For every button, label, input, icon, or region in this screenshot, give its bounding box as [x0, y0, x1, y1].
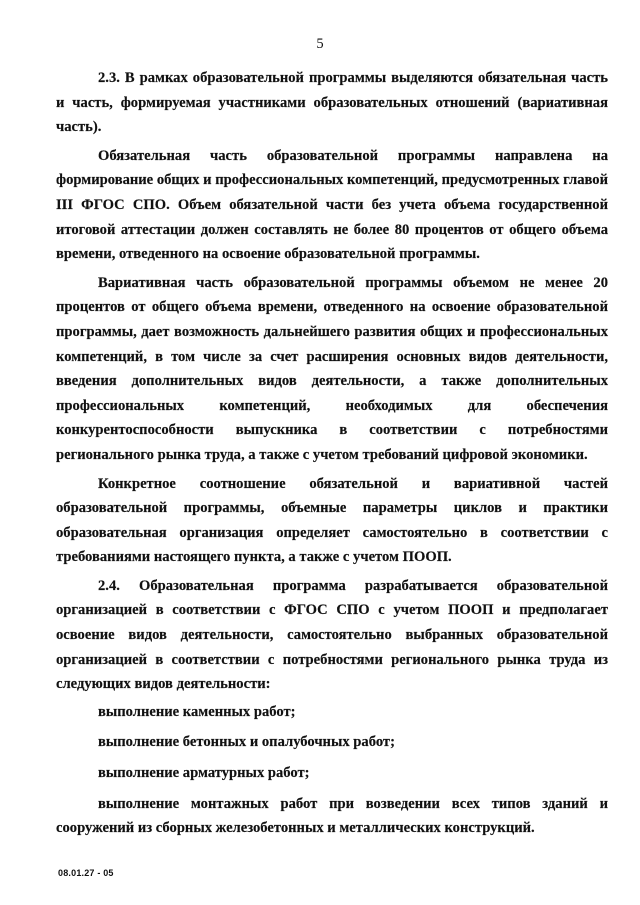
footer-document-code: 08.01.27 - 05 [58, 868, 114, 878]
list-item-reinforcement: выполнение арматурных работ; [98, 765, 310, 782]
list-item-assembly: выполнение монтажных работ при возведении всех типов зданий и сооружений из сборных железобетонных и металлических конструкций. [56, 795, 608, 837]
paragraph-ratio: Конкретное соотношение обязательной и вариативной частей образовательной программы, объемные параметры циклов и практики образовательная организация определяет самостоятельно в соответствии с требованиями настоящего пункта, а также с учетом ПООП. [56, 475, 608, 566]
list-item-masonry: выполнение каменных работ; [98, 703, 296, 720]
paragraph-mandatory-part: Обязательная часть образовательной программы направлена на формирование общих и профессиональных компетенций, предусмотренных главой III ФГОС СПО. Объем обязательной части без учета объема государственной итоговой аттестации должен составлять не более 80 процентов от общего объема времени, отведенного на освоение образовательной программы. [56, 147, 608, 263]
paragraph-2-3: 2.3. В рамках образовательной программы выделяются обязательная часть и часть, формируемая участниками образовательных отношений (вариативная часть). [56, 70, 608, 136]
paragraph-variable-part: Вариативная часть образовательной программы объемом не менее 20 процентов от общего объема времени, отведенного на освоение образовательной программы, дает возможность дальнейшего развития общих и профессиональных компетенций, в том числе за счет расширения основных видов деятельности, введения дополнительных видов деятельности, а также дополнительных профессиональных компетенций, необходимых для обеспечения конкурентоспособности выпускника в соответствии с потребностями регионального рынка труда, а также с учетом требований цифровой экономики. [56, 274, 608, 463]
list-item-concrete: выполнение бетонных и опалубочных работ; [98, 734, 395, 751]
paragraph-2-4: 2.4. Образовательная программа разрабатывается образовательной организацией в соответствии с ФГОС СПО с учетом ПООП и предполагает освоение видов деятельности, самостоятельно выбранных образовательной организацией в соответствии с потребностями регионального рынка труда из следующих видов деятельности: [56, 577, 608, 693]
document-body [56, 66, 608, 847]
page-number: 5 [316, 36, 324, 52]
